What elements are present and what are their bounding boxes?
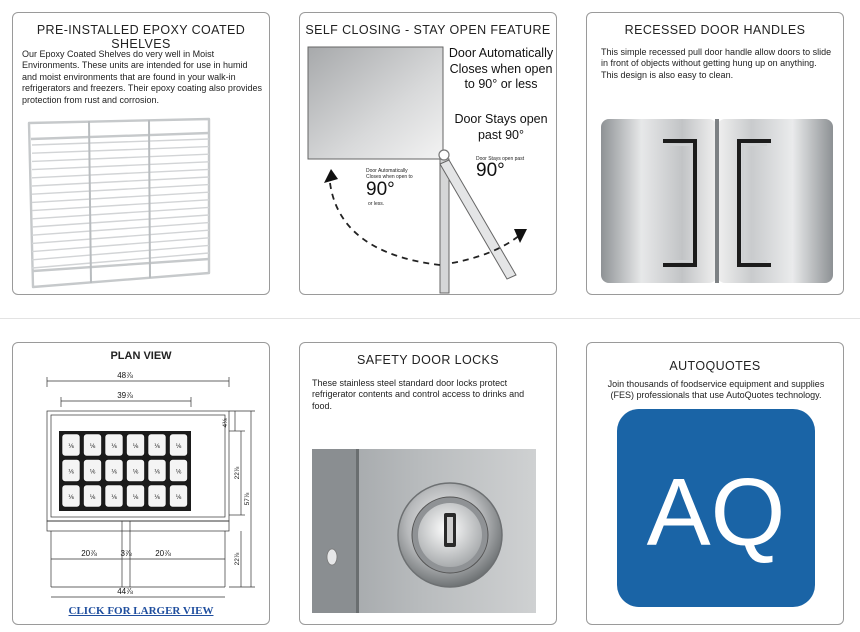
food-pan-label: ⅙ <box>111 495 117 501</box>
shelf-wire <box>32 223 209 236</box>
food-pan-label: ⅙ <box>111 444 117 450</box>
dim-bottom-right-label: 20⅞ <box>155 549 171 558</box>
plan-view-drawing <box>13 365 270 601</box>
food-pan-label: ⅙ <box>68 495 74 501</box>
card-plan-view <box>12 342 270 625</box>
card-autoquotes <box>586 342 844 625</box>
food-pan-label: ⅙ <box>132 469 139 476</box>
left-door-panel <box>601 119 717 283</box>
shelf-wire <box>32 147 209 154</box>
hinge <box>439 150 449 160</box>
shelf-wire <box>32 177 209 186</box>
card-safety-locks <box>299 342 557 625</box>
food-pan-label: ⅙ <box>89 469 96 476</box>
small-open-caption: Door Stays open past <box>476 156 525 162</box>
food-pan-label: ⅙ <box>111 469 117 476</box>
small-close-degree: 90° <box>366 179 395 200</box>
card-recessed-handles <box>586 12 844 295</box>
card-description: This simple recessed pull door handle allow doors to slide in front of objects without getting hung up on anything. This design is also easy to clean. <box>601 47 832 80</box>
dim-bottom-label: 44⅞ <box>117 587 133 596</box>
card-title: AUTOQUOTES <box>669 359 761 373</box>
dim-right-low-label: 22⅞ <box>234 552 241 566</box>
arrow-open-icon <box>514 229 527 243</box>
shelf-wire <box>32 238 209 252</box>
food-pan-label: ⅙ <box>132 444 139 450</box>
door-frame-edge <box>312 449 356 613</box>
dim-bottom-left-label: 20⅞ <box>81 549 97 558</box>
food-pan-label: ⅙ <box>68 444 74 450</box>
card-epoxy-shelves <box>12 12 270 295</box>
food-pan-label: ⅙ <box>154 469 160 476</box>
food-pan-label: ⅙ <box>68 469 74 476</box>
dim-inner-label: 39⅞ <box>117 391 133 400</box>
card-title: PRE-INSTALLED EPOXY COATED SHELVES <box>36 23 246 51</box>
right-door-panel <box>717 119 833 283</box>
dim-right-top-label: 4⅛ <box>222 418 229 428</box>
card-self-closing <box>299 12 557 295</box>
card-description: Our Epoxy Coated Shelves do very well in Moist Environments. These units are intended for use in humid and moist environments that are found in your walk-in refrigerators and freezers. Their epoxy coating also provides protection from rust and corrosion. <box>22 49 262 105</box>
food-pan-label: ⅙ <box>175 495 182 501</box>
door-lock-image <box>312 449 536 613</box>
shelf-wire <box>32 185 209 195</box>
door-handles-image <box>601 119 833 283</box>
shelf-wire <box>32 169 209 177</box>
section-divider <box>0 318 860 319</box>
dim-right-mid-label: 22⅞ <box>234 466 241 480</box>
auto-close-text: Door Automatically Closes when open to 90° or less <box>448 46 554 91</box>
card-title: PLAN VIEW <box>110 350 172 362</box>
shelf-wire <box>32 230 209 243</box>
shelf-wire <box>32 245 209 259</box>
dim-right-total-label: 57⅞ <box>244 492 251 506</box>
card-description: Join thousands of foodservice equipment and supplies (FES) professionals that use AutoQuotes technology. <box>607 379 825 401</box>
shelf-wire <box>32 154 209 161</box>
small-close-tail: or less. <box>368 201 385 207</box>
larger-view-link[interactable]: CLICK FOR LARGER VIEW <box>68 605 214 617</box>
stay-open-text: Door Stays open past 90° <box>454 112 548 142</box>
card-title: SELF CLOSING - STAY OPEN FEATURE <box>305 23 551 37</box>
arrow-close-icon <box>324 169 338 183</box>
food-pan-label: ⅙ <box>89 444 96 450</box>
food-pan-label: ⅙ <box>175 444 182 450</box>
card-title: RECESSED DOOR HANDLES <box>624 23 806 37</box>
small-open-degree: 90° <box>476 160 505 181</box>
shelf-wire <box>32 162 209 170</box>
logo-text: AQ <box>646 459 786 566</box>
food-pan-label: ⅙ <box>132 495 139 501</box>
dim-bottom-mid-label: 3⅞ <box>120 549 132 558</box>
food-pan-label: ⅙ <box>154 444 160 450</box>
autoquotes-logo[interactable] <box>617 409 815 607</box>
door-frame <box>440 159 449 293</box>
food-pan-label: ⅙ <box>89 495 96 501</box>
rivet <box>327 549 337 565</box>
card-title: SAFETY DOOR LOCKS <box>356 353 500 367</box>
shelf-wire <box>32 139 209 145</box>
card-description: These stainless steel standard door locks protect refrigerator contents and control access to drinks and food. <box>312 378 525 411</box>
food-pan-label: ⅙ <box>154 495 160 501</box>
food-pan-label: ⅙ <box>175 469 182 476</box>
dim-top-label: 48⅞ <box>117 371 133 380</box>
door-panel-closed <box>308 47 443 159</box>
small-close-caption: Door Automatically Closes when open to <box>366 168 413 180</box>
wire-shelf-image <box>19 113 215 293</box>
